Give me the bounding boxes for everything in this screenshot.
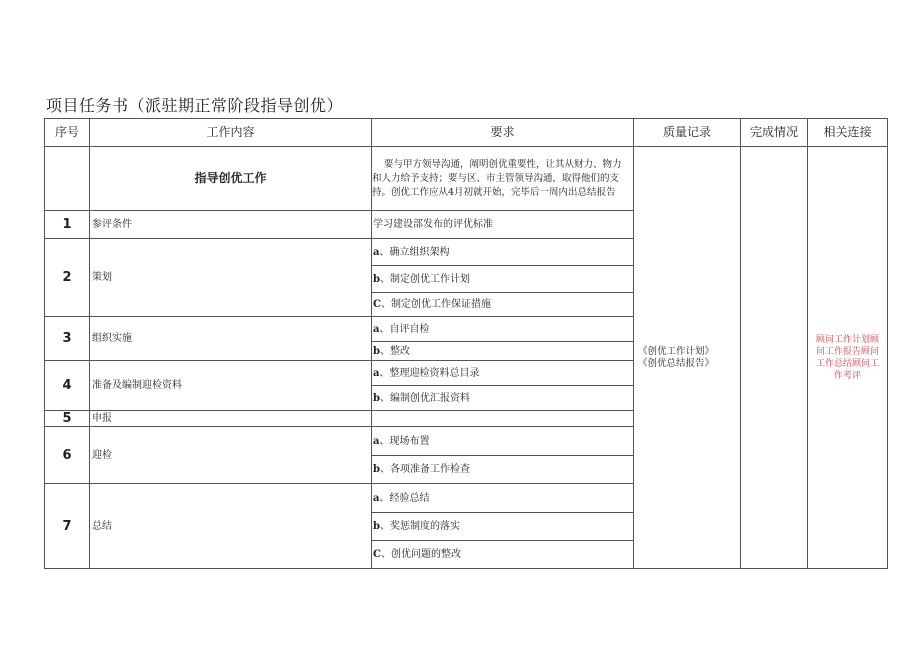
row-content: 申报 [90,411,372,427]
row-content: 组织实施 [90,317,372,361]
requirement-item: b、各项准备工作检查 [372,456,634,484]
row-number: 6 [45,427,90,484]
intro-no [45,147,90,211]
header-links: 相关连接 [808,119,888,147]
requirement-item: a、整理迎检资料总目录 [372,361,634,386]
quality-records [634,147,741,569]
record-item: 《创优工作计划》 [638,345,715,357]
requirement-item: a、自评自检 [372,317,634,342]
requirement-item: a、确立组织架构 [372,239,634,266]
intro-requirement: 要与甲方领导沟通，阐明创优重要性，让其从财力、物力和人力给予支持；要与区、市主管领导沟通，取得他们的支持。创优工作应从4月初就开始，完毕后一周内出总结报告 [372,147,634,211]
row-number: 3 [45,317,90,361]
header-status: 完成情况 [741,119,808,147]
row-content: 策划 [90,239,372,317]
requirement-item: b、整改 [372,342,634,361]
requirement-item: a、经验总结 [372,484,634,513]
row-number: 1 [45,211,90,239]
header-row [45,119,888,147]
requirement-item: 学习建设部发布的评优标准 [372,211,634,239]
row-content: 迎检 [90,427,372,484]
row-content: 参评条件 [90,211,372,239]
intro-content: 指导创优工作 [90,147,372,211]
row-number: 4 [45,361,90,411]
related-links[interactable]: 顾问工作计划顾问工作报告顾问工作总结顾问工作考评 [808,147,888,569]
requirement-item: b、编制创优汇报资料 [372,386,634,411]
header-no: 序号 [45,119,90,147]
header-content: 工作内容 [90,119,372,147]
record-item: 《创优总结报告》 [638,357,715,369]
row-number: 2 [45,239,90,317]
requirement-item [372,411,634,427]
row-number: 7 [45,484,90,569]
row-content: 准备及编制迎检资料 [90,361,372,411]
page-title: 项目任务书（派驻期正常阶段指导创优） [46,96,344,115]
header-requirements: 要求 [372,119,634,147]
requirement-item: b、奖惩制度的落实 [372,513,634,541]
status-cell [741,147,808,569]
requirement-item: a、现场布置 [372,427,634,456]
row-content: 总结 [90,484,372,569]
task-table [44,118,888,569]
intro-row [45,147,888,211]
row-number: 5 [45,411,90,427]
header-records: 质量记录 [634,119,741,147]
requirement-item: C、制定创优工作保证措施 [372,293,634,317]
requirement-item: C、创优问题的整改 [372,541,634,569]
requirement-item: b、制定创优工作计划 [372,266,634,293]
